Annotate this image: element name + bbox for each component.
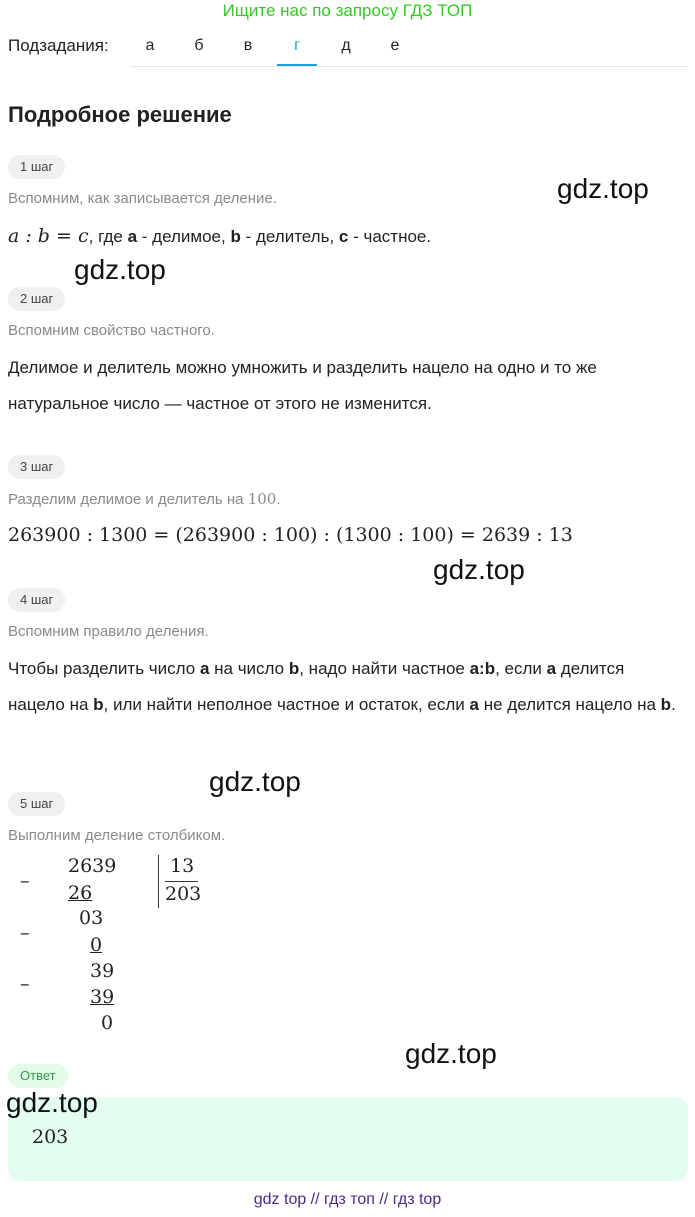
step-5-badge: 5 шаг	[8, 792, 65, 816]
step-4-text: Чтобы разделить число a на число b, надо найти частное a:b, если a делится нацело на b, или найти неполное частное и остаток, если a не делится нацело на b.	[8, 659, 676, 714]
step-1-badge: 1 шаг	[8, 155, 65, 179]
tab-subtask-b[interactable]: б	[194, 37, 204, 54]
division-subtrahend-1: 26	[68, 882, 93, 904]
division-minus-3: –	[20, 973, 30, 995]
step-3-formula: 263900 : 1300 = (263900 : 100) : (1300 : 100) = 2639 : 13	[8, 524, 573, 546]
footer-links	[0, 1191, 695, 1209]
division-horizontal-line	[165, 881, 198, 882]
tab-subtask-v[interactable]: в	[243, 37, 253, 54]
division-divisor: 13	[170, 855, 195, 877]
step-5-hint: Выполним деление столбиком.	[8, 827, 226, 844]
tab-subtask-g[interactable]: г	[277, 28, 317, 66]
watermark: gdz.top	[209, 766, 301, 797]
step-2-text: Делимое и делитель можно умножить и разделить нацело на одно и то же натуральное число — частное от этого не изменится.	[8, 358, 597, 413]
step-4-hint: Вспомним правило деления.	[8, 623, 209, 640]
section-title: Подробное решение	[8, 102, 232, 127]
footer-link-gdz-top-mixed[interactable]: гдз top	[392, 1191, 442, 1208]
watermark: gdz.top	[405, 1038, 497, 1069]
tab-subtask-a[interactable]: а	[145, 37, 155, 54]
footer-separator: //	[306, 1191, 325, 1208]
footer-link-gdz-top[interactable]: gdz top	[253, 1191, 307, 1208]
step-1-hint: Вспомним, как записывается деление.	[8, 190, 277, 207]
division-remainder-1: 03	[79, 907, 104, 929]
promo-text: Ищите нас по запросу ГДЗ ТОП	[222, 1, 473, 20]
division-quotient: 203	[165, 883, 202, 905]
tab-subtask-e[interactable]: е	[390, 37, 400, 54]
step-3-badge: 3 шаг	[8, 455, 65, 479]
tab-subtask-d[interactable]: д	[341, 37, 351, 54]
step-1-text: a : b = c, где a - делимое, b - делитель, c - частное.	[8, 225, 432, 247]
step-1-formula: a : b = c	[8, 225, 89, 247]
division-subtrahend-3: 39	[90, 986, 115, 1008]
step-3-hint: Разделим делимое и делитель на 100.	[8, 490, 281, 508]
answer-box	[8, 1097, 688, 1181]
division-dividend: 2639	[68, 855, 117, 877]
division-remainder-2: 39	[90, 960, 115, 982]
subtasks-label: Подзадания:	[8, 36, 109, 55]
watermark: gdz.top	[74, 254, 166, 285]
footer-separator: //	[374, 1191, 393, 1208]
division-minus-2: –	[20, 922, 30, 944]
footer-link-gdz-top-ru[interactable]: гдз топ	[324, 1191, 375, 1208]
division-vertical-line	[158, 855, 159, 908]
answer-value: 203	[32, 1126, 69, 1148]
division-remainder-final: 0	[101, 1012, 114, 1034]
division-subtrahend-2: 0	[90, 934, 103, 956]
answer-badge: Ответ	[8, 1064, 68, 1088]
subtask-tabs	[130, 28, 687, 67]
step-2-hint: Вспомним свойство частного.	[8, 322, 215, 339]
watermark: gdz.top	[433, 554, 525, 585]
step-4-badge: 4 шаг	[8, 588, 65, 612]
watermark: gdz.top	[557, 173, 649, 204]
division-minus-1: –	[20, 870, 30, 892]
watermark: gdz.top	[6, 1087, 98, 1118]
step-2-badge: 2 шаг	[8, 287, 65, 311]
